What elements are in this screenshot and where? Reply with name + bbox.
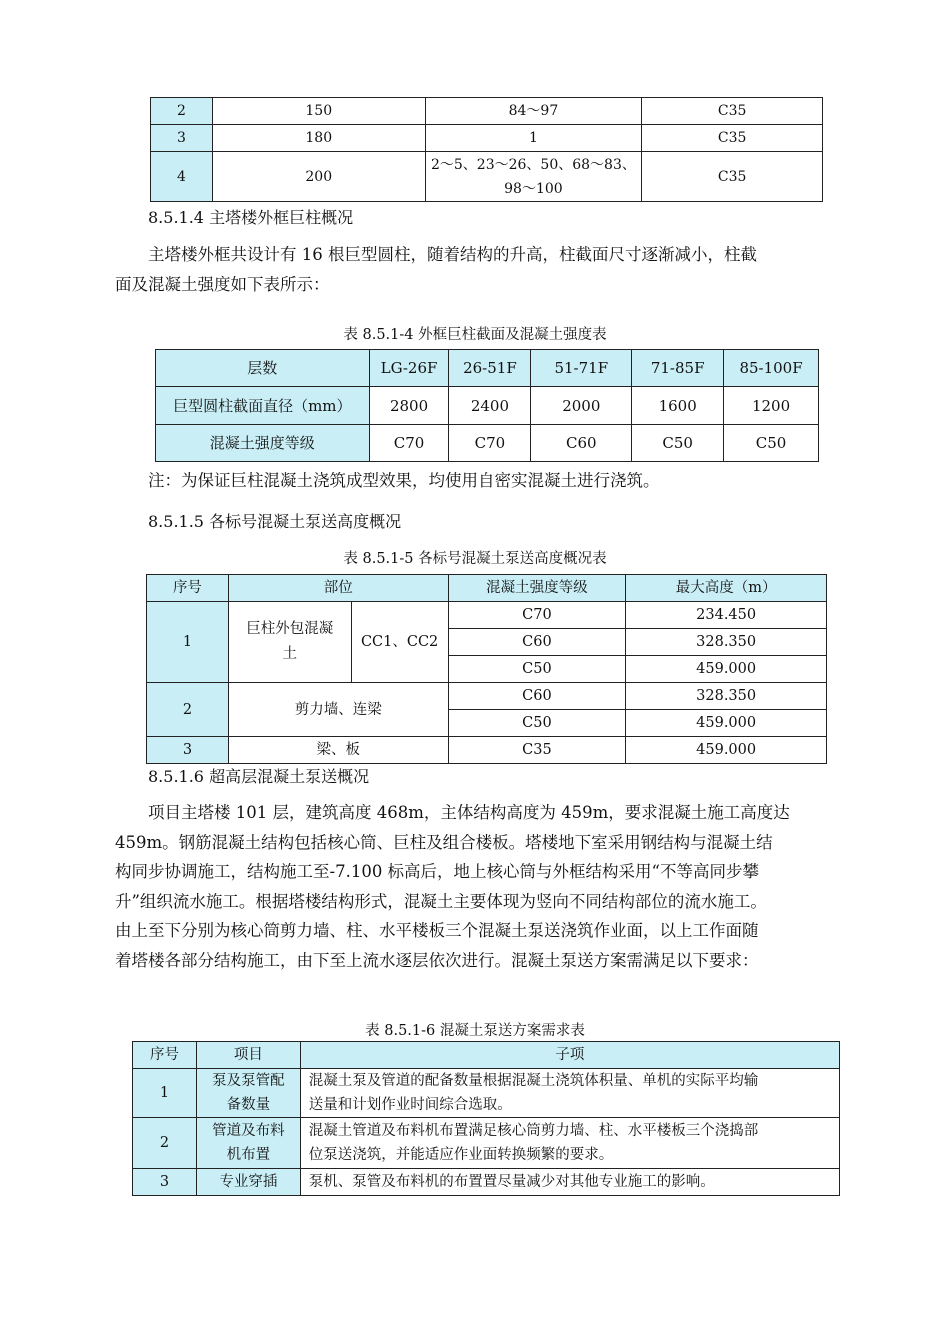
table-header-row	[156, 350, 819, 387]
table-row	[147, 737, 827, 764]
table-header-cell: 26-51F	[449, 350, 531, 387]
paragraph	[115, 240, 860, 299]
table-cell: 2	[151, 98, 213, 125]
table-cell: 459.000	[626, 737, 827, 764]
paragraph-line: 由上至下分别为核心筒剪力墙、柱、水平楼板三个混凝土泵送浇筑作业面，以上工作面随	[115, 921, 759, 940]
table-row	[156, 425, 819, 462]
table-header-cell: 序号	[133, 1042, 197, 1069]
cell-line: 土	[282, 646, 298, 662]
table-header-cell: 序号	[147, 575, 229, 602]
table-cell: 2	[147, 683, 229, 737]
section-heading: 8.5.1.6 超高层混凝土泵送概况	[148, 767, 370, 786]
table-cell: 1	[133, 1069, 197, 1118]
table-header-cell: 部位	[228, 575, 448, 602]
table-header-cell: 51-71F	[531, 350, 632, 387]
pump-height-table	[146, 574, 827, 764]
cell-line: 管道及布料	[212, 1123, 285, 1139]
cell-line: 混凝土泵及管道的配备数量根据混凝土浇筑体积量、单机的实际平均输	[308, 1073, 759, 1089]
table-cell	[196, 1069, 300, 1118]
table-cell: 4	[151, 152, 213, 202]
table-cell: C70	[448, 602, 626, 629]
table-cell	[228, 602, 351, 683]
table-cell: C35	[642, 98, 823, 125]
table-header-cell: 85-100F	[724, 350, 819, 387]
table-cell: 剪力墙、连梁	[228, 683, 448, 737]
table-row	[133, 1069, 840, 1118]
table-cell: 2000	[531, 387, 632, 425]
section-heading: 8.5.1.5 各标号混凝土泵送高度概况	[148, 512, 402, 531]
table-header-cell: 子项	[300, 1042, 839, 1069]
section-heading: 8.5.1.4 主塔楼外框巨柱概况	[148, 208, 354, 227]
paragraph-line: 459m。钢筋混凝土结构包括核心筒、巨柱及组合楼板。塔楼地下室采用钢结构与混凝土结	[115, 832, 773, 852]
paragraph-line: 升”组织流水施工。根据塔楼结构形式，混凝土主要体现为竖向不同结构部位的流水施工。	[115, 891, 767, 911]
table-cell: C35	[642, 125, 823, 152]
table-header-cell: LG-26F	[369, 350, 449, 387]
table-row	[156, 387, 819, 425]
paragraph-line: 面及混凝土强度如下表所示：	[115, 274, 330, 294]
table-cell: C70	[369, 425, 449, 462]
table-row-label: 混凝土强度等级	[156, 425, 370, 462]
column-section-table	[155, 349, 819, 462]
table-cell: 专业穿插	[196, 1169, 300, 1196]
table-cell: 84～97	[425, 98, 642, 125]
table-caption: 表 8.5.1-6 混凝土泵送方案需求表	[365, 1023, 585, 1039]
cell-line: 机布置	[226, 1147, 271, 1163]
cell-line: 巨柱外包混凝	[246, 621, 334, 637]
table-cell: 328.350	[626, 629, 827, 656]
table-cell	[425, 152, 642, 202]
table-cell: 2800	[369, 387, 449, 425]
table-cell: C60	[448, 629, 626, 656]
table-header-cell: 71-85F	[632, 350, 724, 387]
table-row	[133, 1169, 840, 1196]
thickness-table	[150, 97, 823, 202]
cell-line: 送量和计划作业时间综合选取。	[308, 1097, 512, 1113]
table-cell: 梁、板	[228, 737, 448, 764]
cell-line: 98～100	[504, 180, 563, 197]
table-row	[151, 125, 823, 152]
table-header-cell: 混凝土强度等级	[448, 575, 626, 602]
table-header-cell: 项目	[196, 1042, 300, 1069]
table-cell: 328.350	[626, 683, 827, 710]
table-header-row	[133, 1042, 840, 1069]
paragraph-line: 着塔楼各部分结构施工，由下至上流水逐层依次进行。混凝土泵送方案需满足以下要求：	[115, 950, 759, 970]
table-cell: 泵机、泵管及布料机的布置置尽量减少对其他专业施工的影响。	[300, 1169, 839, 1196]
table-cell: 2400	[449, 387, 531, 425]
table-cell: 234.450	[626, 602, 827, 629]
table-caption: 表 8.5.1-5 各标号混凝土泵送高度概况表	[343, 551, 607, 567]
table-row	[151, 152, 823, 202]
table-cell: 459.000	[626, 710, 827, 737]
cell-line: 混凝土管道及布料机布置满足核心筒剪力墙、柱、水平楼板三个浇捣部	[308, 1123, 759, 1139]
table-cell: C50	[448, 656, 626, 683]
pump-plan-table	[132, 1041, 840, 1196]
table-cell	[300, 1118, 839, 1169]
cell-line: 位泵送浇筑，并能适应作业面转换频繁的要求。	[308, 1147, 614, 1163]
table-header-row	[147, 575, 827, 602]
table-header-cell: 层数	[156, 350, 370, 387]
table-cell: C35	[448, 737, 626, 764]
table-caption: 表 8.5.1-4 外框巨柱截面及混凝土强度表	[343, 327, 607, 343]
cell-line: 2～5、23～26、50、68～83、	[430, 156, 636, 173]
table-cell: C70	[449, 425, 531, 462]
table-cell: C50	[724, 425, 819, 462]
table-note: 注：为保证巨柱混凝土浇筑成型效果，均使用自密实混凝土进行浇筑。	[148, 471, 660, 490]
table-cell: C60	[448, 683, 626, 710]
table-cell: 3	[133, 1169, 197, 1196]
table-cell: 2	[133, 1118, 197, 1169]
table-cell: 1200	[724, 387, 819, 425]
cell-line: 备数量	[226, 1097, 271, 1113]
table-cell: 3	[147, 737, 229, 764]
table-row	[147, 602, 827, 629]
table-cell: C60	[531, 425, 632, 462]
table-cell: 1	[425, 125, 642, 152]
table-cell: CC1、CC2	[351, 602, 448, 683]
table-cell: C50	[632, 425, 724, 462]
paragraph-line: 主塔楼外框共设计有 16 根巨型圆柱，随着结构的升高，柱截面尺寸逐渐减小，柱截	[148, 245, 757, 264]
paragraph-line: 项目主塔楼 101 层，建筑高度 468m，主体结构高度为 459m，要求混凝土施工高度达	[148, 803, 790, 822]
table-row	[151, 98, 823, 125]
paragraph-line: 构同步协调施工，结构施工至-7.100 标高后，地上核心筒与外框结构采用“不等高同步攀	[115, 862, 759, 881]
table-cell: 3	[151, 125, 213, 152]
table-cell: 459.000	[626, 656, 827, 683]
table-row	[133, 1118, 840, 1169]
table-cell: 1	[147, 602, 229, 683]
cell-line: 泵及泵管配	[212, 1073, 285, 1089]
table-cell: 180	[212, 125, 425, 152]
table-cell	[196, 1118, 300, 1169]
table-cell: C50	[448, 710, 626, 737]
table-cell: 150	[212, 98, 425, 125]
table-header-cell: 最大高度（m）	[626, 575, 827, 602]
table-cell: 1600	[632, 387, 724, 425]
table-cell: 200	[212, 152, 425, 202]
table-cell	[300, 1069, 839, 1118]
table-row-label: 巨型圆柱截面直径（mm）	[156, 387, 370, 425]
paragraph	[115, 798, 860, 975]
table-row	[147, 683, 827, 710]
table-cell: C35	[642, 152, 823, 202]
